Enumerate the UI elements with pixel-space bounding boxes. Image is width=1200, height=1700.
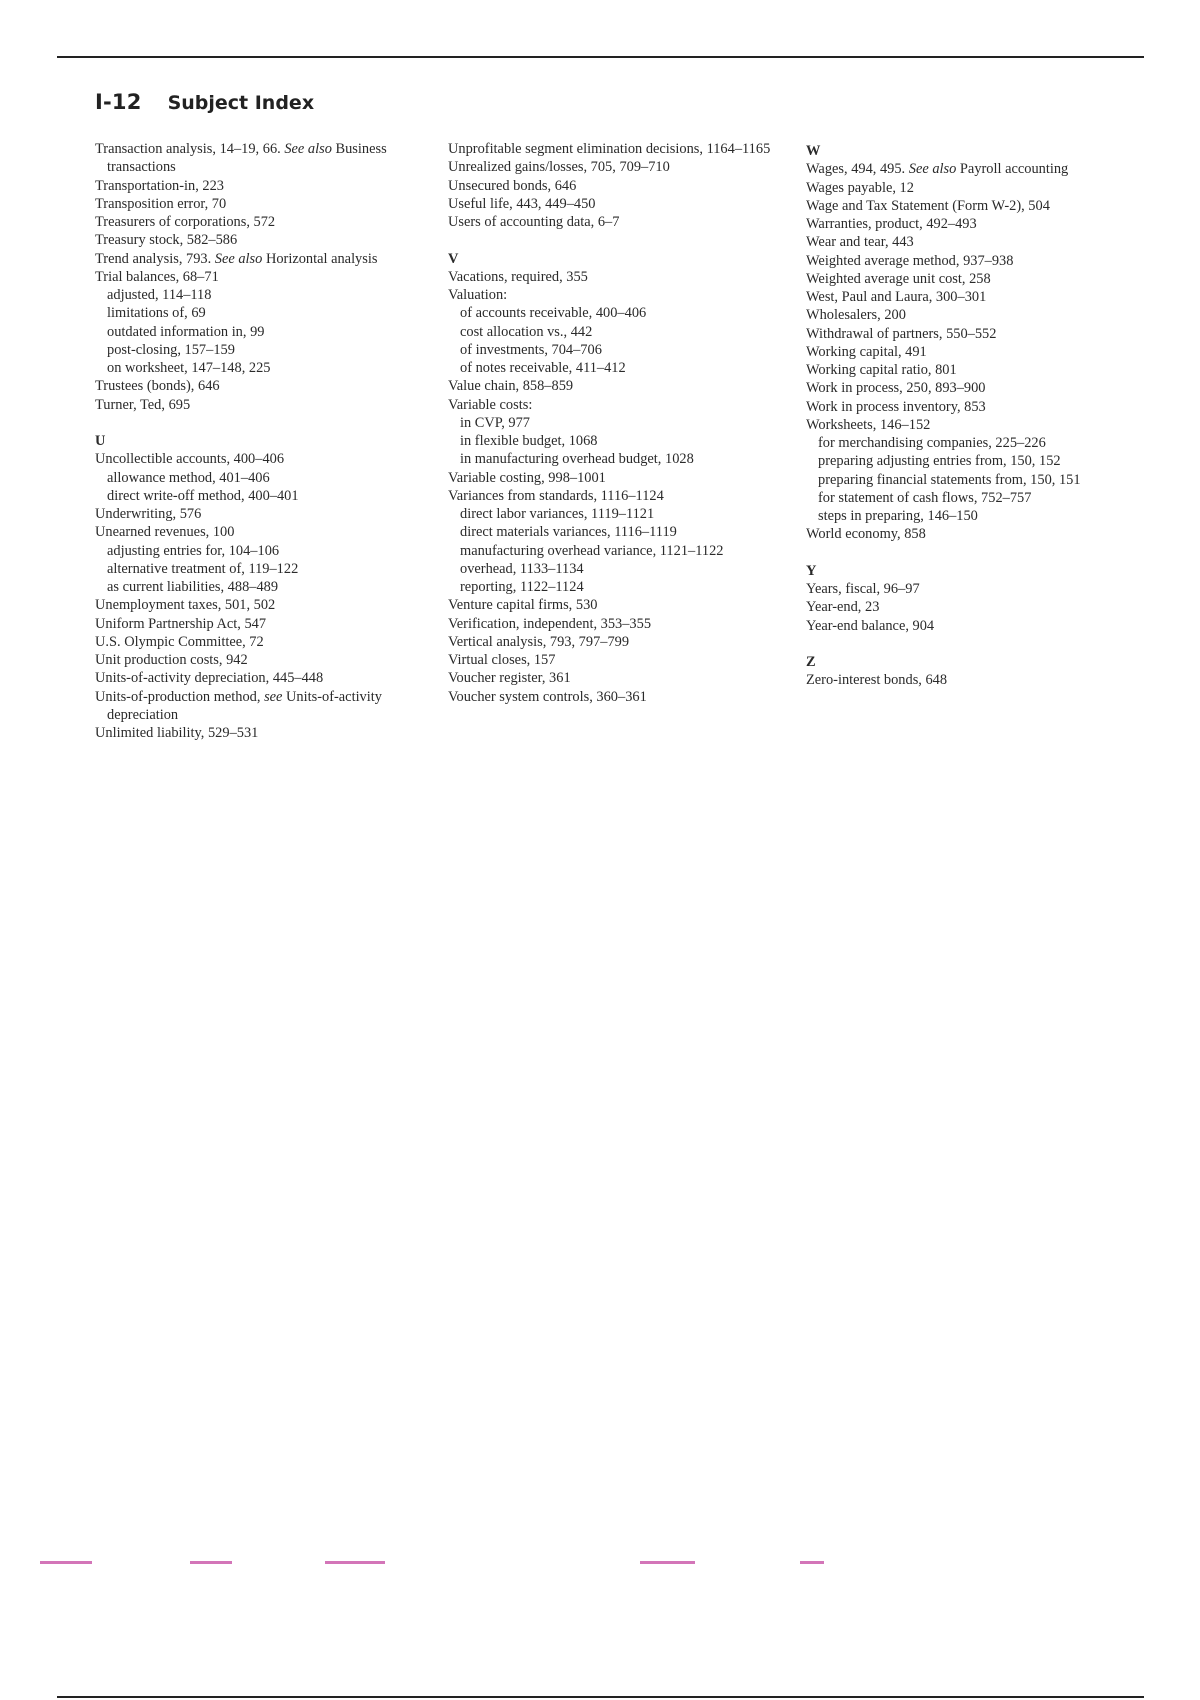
entry-text: Variable costs: <box>448 396 533 413</box>
index-entry <box>806 598 1151 616</box>
entry-text: steps in preparing, 146–150 <box>818 508 978 524</box>
index-entry <box>95 250 430 268</box>
entry-text: Unearned revenues, 100 <box>95 524 235 541</box>
index-entry <box>95 596 430 614</box>
index-entry <box>806 525 1151 543</box>
entry-text: Virtual closes, 157 <box>448 652 556 668</box>
index-entry <box>448 487 788 505</box>
page-title: Subject Index <box>167 92 315 114</box>
entry-text: Zero-interest bonds, 648 <box>806 672 948 689</box>
entry-text: Worksheets, 146–152 <box>806 416 931 433</box>
index-entry <box>95 615 430 633</box>
entry-text: Work in process, 250, 893–900 <box>806 380 986 397</box>
entry-text: Units-of-production method, <box>95 688 265 705</box>
index-entry <box>448 158 788 176</box>
index-entry <box>806 306 1151 324</box>
entry-text: direct write-off method, 400–401 <box>107 487 299 504</box>
section-letter: Z <box>806 654 816 670</box>
see-also-ref: see <box>264 688 283 705</box>
entry-text: Years, fiscal, 96–97 <box>806 581 920 597</box>
index-entry <box>448 377 788 395</box>
top-rule <box>57 56 1144 58</box>
entry-text: Transportation-in, 223 <box>95 177 224 194</box>
entry-text: Turner, Ted, 695 <box>95 396 191 413</box>
entry-text: Unrealized gains/losses, 705, 709–710 <box>448 159 670 176</box>
index-subentry <box>448 359 788 377</box>
entry-text: as current liabilities, 488–489 <box>107 579 279 595</box>
see-also-ref: See also <box>908 161 957 178</box>
entry-text: Warranties, product, 492–493 <box>806 216 977 232</box>
index-subentry <box>806 452 1151 470</box>
entry-text: direct materials variances, 1116–1119 <box>460 524 677 541</box>
index-entry <box>448 396 788 414</box>
see-also-ref: See also <box>284 141 332 157</box>
entry-text: Weighted average method, 937–938 <box>806 252 1014 269</box>
entry-text: Work in process inventory, 853 <box>806 398 986 415</box>
index-entry <box>806 160 1151 178</box>
index-entry <box>448 286 788 304</box>
entry-text: Wholesalers, 200 <box>806 307 906 324</box>
index-subentry <box>806 471 1151 489</box>
entry-text: Variances from standards, 1116–1124 <box>448 487 664 504</box>
entry-text: Users of accounting data, 6–7 <box>448 214 620 230</box>
entry-text: Useful life, 443, 449–450 <box>448 195 596 212</box>
entry-text: Trustees (bonds), 646 <box>95 378 220 395</box>
index-entry <box>95 396 430 414</box>
entry-text: reporting, 1122–1124 <box>460 579 584 595</box>
entry-text: Unemployment taxes, 501, 502 <box>95 597 276 614</box>
index-entry <box>806 197 1151 215</box>
index-entry <box>448 469 788 487</box>
cross-ref-target: Units-of-activity depreciation <box>107 688 382 723</box>
index-entry <box>806 233 1151 251</box>
entry-text: Units-of-activity depreciation, 445–448 <box>95 670 324 687</box>
index-entry <box>448 688 788 706</box>
index-entry <box>806 379 1151 397</box>
index-entry <box>806 325 1151 343</box>
index-entry <box>448 669 788 687</box>
index-entry <box>448 596 788 614</box>
page-header <box>95 90 314 120</box>
entry-text: direct labor variances, 1119–1121 <box>460 506 655 522</box>
index-subentry <box>95 487 430 505</box>
index-entry <box>806 179 1151 197</box>
entry-text: Working capital ratio, 801 <box>806 362 957 378</box>
entry-text: Trial balances, 68–71 <box>95 268 219 285</box>
index-column-2 <box>448 140 788 706</box>
entry-text: adjusted, 114–118 <box>107 287 212 303</box>
index-subentry <box>806 489 1151 507</box>
index-subentry <box>95 304 430 322</box>
entry-text: Uniform Partnership Act, 547 <box>95 615 267 632</box>
entry-text: Variable costing, 998–1001 <box>448 469 606 486</box>
index-entry <box>95 377 430 395</box>
entry-text: Vacations, required, 355 <box>448 268 588 285</box>
entry-text: limitations of, 69 <box>107 305 206 322</box>
entry-text: Valuation: <box>448 287 508 303</box>
index-subentry <box>448 542 788 560</box>
entry-text: Wage and Tax Statement (Form W-2), 504 <box>806 197 1050 214</box>
entry-text: on worksheet, 147–148, 225 <box>107 360 271 376</box>
entry-text: Unprofitable segment elimination decisions, 1164–1165 <box>448 141 771 157</box>
entry-text: of notes receivable, 411–412 <box>460 360 626 376</box>
index-entry <box>95 140 430 177</box>
index-entry <box>95 669 430 687</box>
index-entry <box>806 288 1151 306</box>
entry-text: manufacturing overhead variance, 1121–1122 <box>460 542 724 559</box>
index-entry <box>95 450 430 468</box>
entry-text: Uncollectible accounts, 400–406 <box>95 451 285 468</box>
entry-text: Working capital, 491 <box>806 343 927 360</box>
scan-artifact-strip <box>40 1558 1100 1566</box>
entry-text: Wages payable, 12 <box>806 179 914 196</box>
entry-text: preparing financial statements from, 150, 151 <box>818 471 1081 488</box>
entry-text: West, Paul and Laura, 300–301 <box>806 289 987 305</box>
cross-ref-target: Business transactions <box>107 141 387 176</box>
entry-text: Withdrawal of partners, 550–552 <box>806 325 997 342</box>
index-entry <box>95 651 430 669</box>
index-entry <box>95 268 430 286</box>
index-entry <box>95 724 430 742</box>
entry-text: Underwriting, 576 <box>95 506 202 522</box>
entry-text: of accounts receivable, 400–406 <box>460 305 647 322</box>
index-entry <box>95 213 430 231</box>
index-entry <box>806 343 1151 361</box>
index-entry <box>95 523 430 541</box>
page-number: I-12 <box>95 90 142 114</box>
bottom-rule <box>57 1696 1144 1698</box>
section-letter: W <box>806 143 821 159</box>
index-subentry <box>806 507 1151 525</box>
entry-text: Year-end, 23 <box>806 599 880 616</box>
index-entry <box>806 398 1151 416</box>
index-entry <box>806 270 1151 288</box>
entry-text: Unit production costs, 942 <box>95 652 248 668</box>
entry-text: Wear and tear, 443 <box>806 234 914 251</box>
entry-text: in manufacturing overhead budget, 1028 <box>460 451 694 468</box>
entry-text: of investments, 704–706 <box>460 341 602 358</box>
section-letter: U <box>95 433 106 449</box>
entry-text: preparing adjusting entries from, 150, 152 <box>818 453 1061 470</box>
entry-text: World economy, 858 <box>806 526 926 543</box>
entry-text: Value chain, 858–859 <box>448 378 574 395</box>
entry-text: Treasurers of corporations, 572 <box>95 214 276 230</box>
entry-text: Weighted average unit cost, 258 <box>806 270 991 287</box>
index-subentry <box>448 414 788 432</box>
entry-text: post-closing, 157–159 <box>107 341 235 358</box>
index-entry <box>806 580 1151 598</box>
index-entry <box>448 195 788 213</box>
entry-text: Unlimited liability, 529–531 <box>95 725 259 741</box>
entry-text: cost allocation vs., 442 <box>460 323 593 340</box>
entry-text: Voucher register, 361 <box>448 670 571 687</box>
entry-text: adjusting entries for, 104–106 <box>107 542 280 559</box>
index-entry <box>95 688 430 725</box>
entry-text: Vertical analysis, 793, 797–799 <box>448 633 630 650</box>
index-entry <box>95 505 430 523</box>
index-subentry <box>448 304 788 322</box>
index-entry <box>448 213 788 231</box>
index-subentry <box>448 560 788 578</box>
index-subentry <box>448 523 788 541</box>
entry-text: in flexible budget, 1068 <box>460 433 598 449</box>
entry-text: alternative treatment of, 119–122 <box>107 560 299 577</box>
index-entry <box>448 268 788 286</box>
index-subentry <box>95 286 430 304</box>
cross-ref-target: Horizontal analysis <box>262 250 378 267</box>
index-entry <box>806 617 1151 635</box>
entry-text: Transposition error, 70 <box>95 195 227 212</box>
entry-text: Trend analysis, 793. <box>95 250 215 267</box>
entry-text: allowance method, 401–406 <box>107 469 270 486</box>
index-column-3 <box>806 140 1151 690</box>
index-entry <box>95 231 430 249</box>
index-column-1 <box>95 140 430 742</box>
entry-text: Venture capital firms, 530 <box>448 597 598 614</box>
index-subentry <box>448 505 788 523</box>
index-subentry <box>806 434 1151 452</box>
entry-text: Wages, 494, 495. <box>806 161 909 178</box>
index-subentry <box>95 341 430 359</box>
index-entry <box>448 177 788 195</box>
section-letter: V <box>448 250 459 267</box>
index-entry <box>448 140 788 158</box>
index-entry <box>95 195 430 213</box>
index-entry <box>806 361 1151 379</box>
index-subentry <box>95 469 430 487</box>
index-entry <box>448 651 788 669</box>
section-letter: Y <box>806 562 817 579</box>
entry-text: Verification, independent, 353–355 <box>448 615 652 632</box>
index-subentry <box>448 432 788 450</box>
index-subentry <box>448 323 788 341</box>
entry-text: Voucher system controls, 360–361 <box>448 688 647 705</box>
entry-text: Treasury stock, 582–586 <box>95 232 238 249</box>
index-entry <box>448 615 788 633</box>
index-entry <box>806 252 1151 270</box>
index-subentry <box>95 560 430 578</box>
index-entry <box>806 215 1151 233</box>
entry-text: in CVP, 977 <box>460 414 530 431</box>
entry-text: outdated information in, 99 <box>107 323 265 340</box>
index-entry <box>95 633 430 651</box>
entry-text: Year-end balance, 904 <box>806 617 935 634</box>
index-entry <box>806 671 1151 689</box>
entry-text: Transaction analysis, 14–19, 66. <box>95 141 285 157</box>
entry-text: overhead, 1133–1134 <box>460 560 584 577</box>
entry-text: for statement of cash flows, 752–757 <box>818 489 1032 506</box>
see-also-ref: See also <box>214 250 263 267</box>
index-entry <box>95 177 430 195</box>
index-entry <box>806 416 1151 434</box>
index-subentry <box>95 359 430 377</box>
entry-text: for merchandising companies, 225–226 <box>818 435 1046 451</box>
index-subentry <box>95 542 430 560</box>
index-subentry <box>448 578 788 596</box>
cross-ref-target: Payroll accounting <box>956 161 1069 178</box>
index-entry <box>448 633 788 651</box>
entry-text: Unsecured bonds, 646 <box>448 177 577 194</box>
entry-text: U.S. Olympic Committee, 72 <box>95 633 264 650</box>
index-subentry <box>95 323 430 341</box>
index-subentry <box>95 578 430 596</box>
index-subentry <box>448 450 788 468</box>
index-subentry <box>448 341 788 359</box>
